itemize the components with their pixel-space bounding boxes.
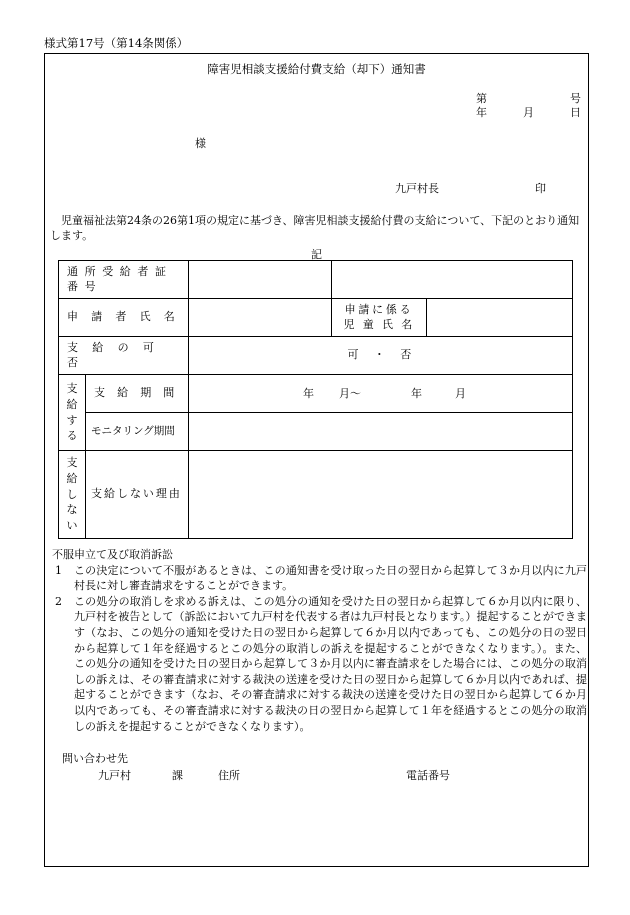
child-label-line1: 申請に係る	[344, 303, 414, 317]
suru-char-2: 給	[66, 397, 78, 411]
contact-label: 問い合わせ先	[62, 752, 128, 765]
contact-phone-label: 電話番号	[406, 769, 450, 782]
suru-char-3: す	[66, 413, 78, 427]
suru-group-label	[59, 375, 86, 451]
appeal-item-1-text: この決定について不服があるときは、この通知書を受け取った日の翌日から起算して３か月以内に九戸村長に対し審査請求をすることができます。	[74, 563, 587, 593]
form-number-label: 様式第17号（第14条関係）	[44, 36, 189, 50]
monitoring-field[interactable]	[189, 413, 573, 451]
period-month-1: 月〜	[339, 387, 361, 400]
number-suffix: 号	[570, 92, 581, 105]
number-prefix: 第	[476, 92, 487, 105]
child-name-field[interactable]	[427, 299, 573, 337]
notice-text: 児童福祉法第24条の26第1項の規定に基づき、障害児相談支援給付費の支給について、下記のとおり通知します。	[50, 214, 580, 243]
shinai-char-2: 給	[66, 471, 78, 485]
period-field[interactable]	[189, 375, 573, 413]
date-year: 年	[476, 106, 487, 119]
shinai-char-4: な	[66, 503, 78, 517]
child-label	[332, 299, 427, 337]
contact-village: 九戸村	[98, 769, 131, 782]
applicant-label: 申請者氏名	[59, 299, 189, 337]
issuer-name: 九戸村長	[395, 182, 439, 195]
document-title: 障害児相談支援給付費支給（却下）通知書	[207, 62, 426, 76]
cert-number-label: 通所受給者証番号	[59, 261, 189, 299]
child-label-line2: 児童氏名	[343, 317, 421, 331]
period-year-1: 年	[303, 387, 314, 400]
suru-char-1: 支	[66, 381, 78, 395]
approval-value[interactable]: 可 ・ 否	[189, 337, 573, 375]
reason-field[interactable]	[189, 451, 573, 539]
appeal-item-2	[52, 594, 587, 734]
appeal-heading: 不服申立て及び取消訴訟	[52, 548, 173, 561]
appeal-section	[52, 547, 587, 734]
reason-label: 支給しない理由	[86, 451, 189, 539]
contact-section: 課	[172, 769, 183, 782]
applicant-name-field[interactable]	[189, 299, 332, 337]
period-month-2: 月	[455, 387, 466, 400]
monitoring-label: モニタリング期間	[86, 413, 189, 451]
period-label: 支給期間	[86, 375, 189, 413]
suru-char-4: る	[66, 429, 78, 443]
shinai-group-label	[59, 451, 86, 539]
appeal-item-1-number: 1	[55, 563, 62, 577]
cert-number-field[interactable]	[189, 261, 332, 299]
date-month: 月	[523, 106, 534, 119]
period-year-2: 年	[411, 387, 422, 400]
approval-label: 支給の可否	[59, 337, 189, 375]
benefit-info-table	[58, 260, 573, 539]
cert-number-extra-field[interactable]	[332, 261, 573, 299]
ki-heading: 記	[311, 248, 322, 261]
shinai-char-1: 支	[66, 455, 78, 469]
date-day: 日	[570, 106, 581, 119]
appeal-item-2-text: この処分の取消しを求める訴えは、この処分の通知を受けた日の翌日から起算して６か月以内に限り、九戸村を被告として（訴訟において九戸村を代表する者は九戸村長となります。）提起することができます（なお、この処分の通知を受けた日の翌日から起算して６か月以内であっても、この処分の日の翌日から起算して１年を経過するとこの処分の取消しの訴えを提起することができなくなります。）。また、この処分の通知を受けた日の翌日から起算して３か月以内に審査請求をした場合には、この処分の取消しの訴えは、その審査請求に対する裁決の送達を受けた日の翌日から起算して６か月以内であれば、提起することができます（なお、その審査請求に対する裁決の送達を受けた日の翌日から起算して６か月以内であっても、その審査請求に対する裁決の日の翌日から起算して１年を経過するとこの処分の取消しの訴えを提起することができなくなります）。	[74, 594, 587, 733]
appeal-item-1	[52, 563, 587, 594]
shinai-char-5: い	[66, 519, 78, 533]
appeal-item-2-number: 2	[55, 594, 62, 608]
shinai-char-3: し	[66, 487, 78, 501]
contact-address-label: 住所	[218, 769, 240, 782]
seal-mark: 印	[535, 182, 546, 195]
addressee-suffix: 様	[195, 137, 206, 150]
